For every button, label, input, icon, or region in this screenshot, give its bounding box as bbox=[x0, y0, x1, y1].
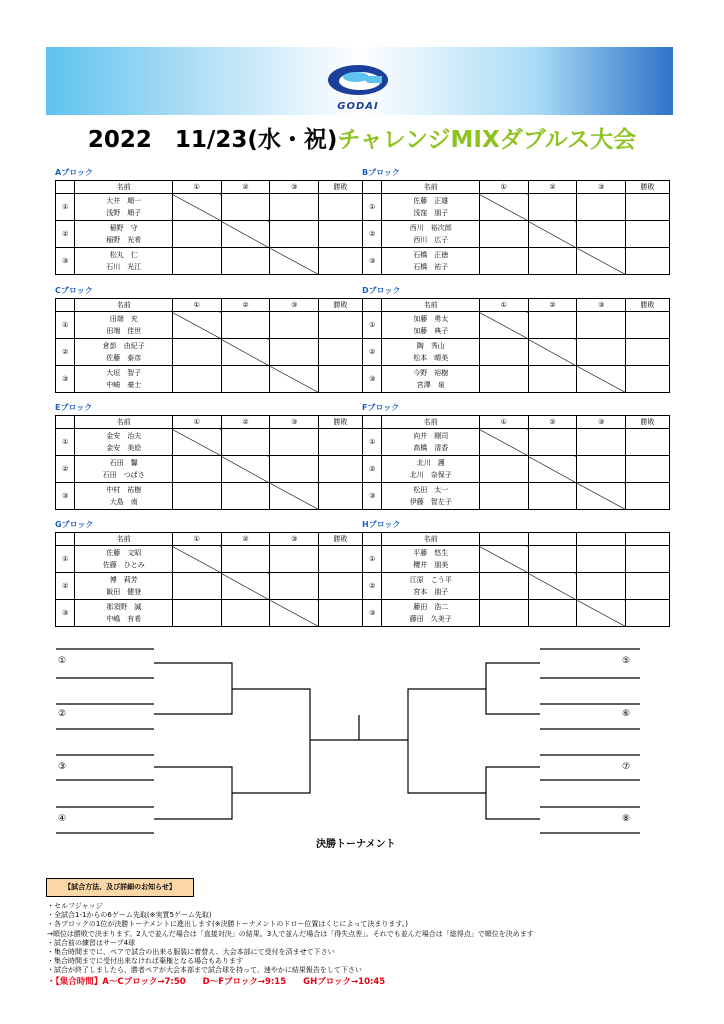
team-number: ② bbox=[56, 339, 75, 366]
team-number: ① bbox=[56, 546, 75, 573]
player-name: 石田 馨 bbox=[109, 459, 138, 467]
event-name: チャレンジMIXダブルス大会 bbox=[337, 127, 637, 153]
player-name: 陶 秀山 bbox=[416, 342, 445, 350]
player-name: 松丸 仁 bbox=[109, 251, 138, 259]
seed-6: ⑥ bbox=[622, 709, 631, 719]
notice-body bbox=[47, 902, 687, 987]
team-number: ① bbox=[56, 312, 75, 339]
player-name: 那須野 誠 bbox=[106, 603, 142, 611]
player-name: 金安 美絵 bbox=[106, 444, 142, 452]
seed-2: ② bbox=[58, 709, 67, 719]
header-match-2: ② bbox=[221, 299, 270, 312]
player-name: 田端 佳世 bbox=[106, 327, 142, 335]
team-number: ② bbox=[363, 456, 382, 483]
header-match-1: ① bbox=[479, 416, 528, 429]
player-name: 浅野 順子 bbox=[106, 209, 142, 217]
header-name: 名前 bbox=[75, 299, 172, 312]
player-name: 櫻井 朋美 bbox=[413, 561, 449, 569]
player-name: 今野 裕樹 bbox=[413, 369, 449, 377]
header-name: 名前 bbox=[382, 181, 479, 194]
team-number: ② bbox=[56, 221, 75, 248]
player-name: 田端 充 bbox=[109, 315, 138, 323]
notice-line: →順位は勝敗で決まります。2人で並んだ場合は「直接対決」の結果。3人で並んだ場合は「得失点差」。それでも並んだ場合は「総得点」で順位を決めます bbox=[47, 929, 534, 938]
header-match-3: ③ bbox=[577, 416, 626, 429]
notice-header: 【試合方法、及び詳細のお知らせ】 bbox=[46, 878, 194, 897]
player-name: 大井 順一 bbox=[106, 197, 142, 205]
header-result: 勝敗 bbox=[319, 181, 363, 194]
header-result: 勝敗 bbox=[319, 533, 363, 546]
header-match-1: ① bbox=[479, 299, 528, 312]
header-match-1: ① bbox=[479, 181, 528, 194]
player-name: 北川 護 bbox=[416, 459, 445, 467]
header-match-2: ② bbox=[528, 299, 577, 312]
notice-line: ・試合が終了しましたら、勝者ペアが大会本部まで試合球を持って、速やかに結果報告をして下さい bbox=[47, 966, 362, 975]
block-label: Dブロック bbox=[362, 286, 401, 295]
header-name: 名前 bbox=[75, 181, 172, 194]
player-name: 石田 つばさ bbox=[102, 471, 145, 479]
team-number: ① bbox=[363, 312, 382, 339]
player-name: 佐藤 正雄 bbox=[413, 197, 449, 205]
header-result: 勝敗 bbox=[626, 299, 670, 312]
seed-3: ③ bbox=[58, 762, 67, 772]
team-number: ③ bbox=[363, 600, 382, 627]
block-label: Gブロック bbox=[55, 520, 94, 529]
header-match-3: ③ bbox=[270, 416, 319, 429]
player-name: 中崎 豪士 bbox=[106, 381, 142, 389]
player-name: 佐藤 ひとみ bbox=[102, 561, 145, 569]
header-result: 勝敗 bbox=[626, 181, 670, 194]
player-name: 松本 晴美 bbox=[413, 354, 449, 362]
team-number: ① bbox=[363, 546, 382, 573]
team-number: ② bbox=[363, 573, 382, 600]
player-name: 伊藤 智左子 bbox=[409, 498, 452, 506]
team-number: ② bbox=[363, 221, 382, 248]
team-number: ③ bbox=[56, 600, 75, 627]
event-date: 2022 11/23(水・祝) bbox=[87, 127, 338, 153]
player-name: 浅窪 朋子 bbox=[413, 209, 449, 217]
seed-5: ⑤ bbox=[622, 656, 631, 666]
header-match-2: ② bbox=[221, 533, 270, 546]
player-name: 倉彭 由紀子 bbox=[102, 342, 145, 350]
block-label: Aブロック bbox=[55, 168, 94, 177]
player-name: 向井 剛司 bbox=[413, 432, 449, 440]
player-name: 高橋 清香 bbox=[413, 444, 449, 452]
player-name: 傅 莉芳 bbox=[109, 576, 138, 584]
player-name: 大垣 智子 bbox=[106, 369, 142, 377]
team-number: ③ bbox=[363, 366, 382, 393]
player-name: 金安 治夫 bbox=[106, 432, 142, 440]
header-name: 名前 bbox=[382, 416, 479, 429]
player-name: 石橋 祐子 bbox=[413, 263, 449, 271]
team-number: ① bbox=[56, 429, 75, 456]
header-result: 勝敗 bbox=[626, 416, 670, 429]
seed-7: ⑦ bbox=[622, 762, 631, 772]
player-name: 宮澤 泉 bbox=[416, 381, 445, 389]
player-name: 飯田 健登 bbox=[106, 588, 142, 596]
notice-line: ・集合時間までに受付出来なければ棄権となる場合もあります bbox=[47, 957, 243, 966]
header-name: 名前 bbox=[75, 416, 172, 429]
player-name: 佐藤 泰彦 bbox=[106, 354, 142, 362]
player-name: 稲野 光希 bbox=[106, 236, 142, 244]
player-name: 加藤 典子 bbox=[413, 327, 449, 335]
gather-time: ・【集合時間】A～Cブロック→7:50 D～Fブロック→9:15 GHブロック→10:45 bbox=[47, 976, 386, 987]
team-number: ② bbox=[56, 573, 75, 600]
player-name: 藤田 久美子 bbox=[409, 615, 452, 623]
notice-line: ・集合時間までに、ペアで試合の出来る服装に着替え、大会本部にて受付を済ませて下さい bbox=[47, 948, 335, 957]
player-name: 北川 奈保子 bbox=[409, 471, 452, 479]
team-number: ③ bbox=[56, 248, 75, 275]
header-match-3: ③ bbox=[577, 181, 626, 194]
team-number: ③ bbox=[363, 483, 382, 510]
team-number: ② bbox=[363, 339, 382, 366]
header-name: 名前 bbox=[75, 533, 172, 546]
header-match-1: ① bbox=[172, 533, 221, 546]
player-name: 佐藤 文昭 bbox=[106, 549, 142, 557]
player-name: 稲野 守 bbox=[109, 224, 138, 232]
notice-line: ・全試合1-1からの6ゲーム先取(※実質5ゲーム先取) bbox=[47, 911, 212, 920]
header-name: 名前 bbox=[382, 299, 479, 312]
seed-4: ④ bbox=[58, 814, 67, 824]
player-name: 宮本 朋子 bbox=[413, 588, 449, 596]
team-number: ③ bbox=[56, 366, 75, 393]
notice-line: ・セルフジャッジ bbox=[47, 902, 103, 910]
header-match-2: ② bbox=[528, 416, 577, 429]
team-number: ② bbox=[56, 456, 75, 483]
block-label: Fブロック bbox=[362, 403, 400, 412]
team-number: ③ bbox=[363, 248, 382, 275]
seed-1: ① bbox=[58, 656, 67, 666]
player-name: 西川 広子 bbox=[413, 236, 449, 244]
brand-name: GODAI bbox=[337, 101, 379, 112]
team-number: ① bbox=[56, 194, 75, 221]
player-name: 大島 南 bbox=[109, 498, 138, 506]
header-match-1: ① bbox=[172, 181, 221, 194]
header-match-1: ① bbox=[172, 416, 221, 429]
player-name: 石川 光江 bbox=[106, 263, 142, 271]
team-number: ① bbox=[363, 194, 382, 221]
player-name: 加藤 勇太 bbox=[413, 315, 449, 323]
header-result: 勝敗 bbox=[319, 416, 363, 429]
player-name: 松田 太一 bbox=[413, 486, 449, 494]
player-name: 江原 こう平 bbox=[409, 576, 452, 584]
seed-8: ⑧ bbox=[622, 814, 631, 824]
header-name: 名前 bbox=[382, 533, 479, 546]
header-match-3: ③ bbox=[577, 299, 626, 312]
player-name: 石橋 正徳 bbox=[413, 251, 449, 259]
header-match-2: ② bbox=[221, 181, 270, 194]
header-match-2: ② bbox=[221, 416, 270, 429]
tournament-label: 決勝トーナメント bbox=[316, 839, 396, 850]
header-match-3: ③ bbox=[270, 181, 319, 194]
notice-line: ・試合前の練習はサーブ4球 bbox=[47, 938, 136, 947]
player-name: 藤田 浩二 bbox=[413, 603, 449, 611]
block-label: Hブロック bbox=[362, 520, 401, 529]
block-label: Eブロック bbox=[55, 403, 93, 412]
header-match-1: ① bbox=[172, 299, 221, 312]
notice-line: ・各ブロックの1位が決勝トーナメントに進出します(※決勝トーナメントのドロー位置はくじによって決まります。) bbox=[47, 920, 409, 929]
header-match-3: ③ bbox=[270, 299, 319, 312]
header-match-3: ③ bbox=[270, 533, 319, 546]
header-match-2: ② bbox=[528, 181, 577, 194]
player-name: 中村 祐樹 bbox=[106, 486, 142, 494]
block-label: Cブロック bbox=[55, 286, 93, 295]
header-result: 勝敗 bbox=[319, 299, 363, 312]
player-name: 西川 裕次郎 bbox=[409, 224, 452, 232]
block-label: Bブロック bbox=[362, 168, 400, 177]
team-number: ③ bbox=[56, 483, 75, 510]
player-name: 中嶋 有希 bbox=[106, 615, 142, 623]
player-name: 平藤 悠生 bbox=[413, 549, 449, 557]
team-number: ① bbox=[363, 429, 382, 456]
